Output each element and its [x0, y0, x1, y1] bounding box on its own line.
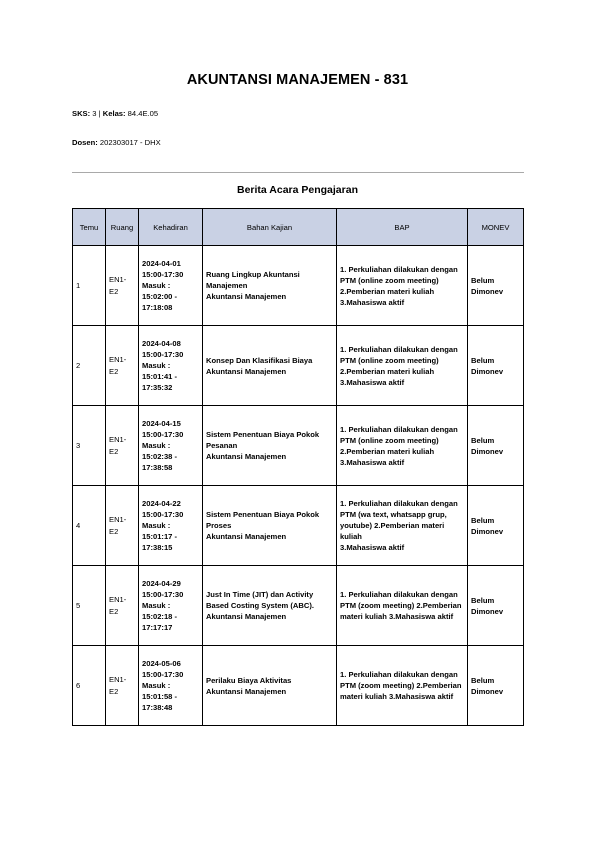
- kehadiran-cell: [139, 406, 203, 486]
- kehadiran-line: 2024-05-06: [142, 659, 181, 668]
- monev-line: Dimonev: [471, 686, 504, 696]
- table-row: [73, 246, 524, 326]
- kehadiran-line: 15:00-17:30: [142, 350, 184, 359]
- ruang-cell: EN1-E2: [106, 326, 139, 406]
- header-ruang: Ruang: [106, 209, 139, 246]
- ruang-cell: EN1-E2: [106, 566, 139, 646]
- table-body: [73, 246, 524, 726]
- monev-line: Dimonev: [471, 366, 504, 376]
- kelas-value: 84.4E.05: [127, 109, 159, 118]
- bap-line: 1. Perkuliahan dilakukan dengan: [340, 424, 458, 434]
- kehadiran-line: 15:00-17:30: [142, 670, 184, 679]
- monev-line: Belum: [471, 675, 495, 685]
- monev-cell: [468, 646, 524, 726]
- bahan-kajian-cell: [203, 406, 337, 486]
- kehadiran-line: 15:02:38 -: [142, 452, 178, 461]
- bahan-kajian-cell: [203, 246, 337, 326]
- bahan-kajian-line: Pesanan: [206, 441, 238, 450]
- section-title: Berita Acara Pengajaran: [236, 184, 358, 196]
- bahan-kajian-line: Akuntansi Manajemen: [206, 686, 287, 696]
- table-row: [73, 486, 524, 566]
- kehadiran-line: 15:00-17:30: [142, 590, 184, 599]
- kehadiran-line: 17:38:58: [142, 463, 173, 472]
- bap-line: 1. Perkuliahan dilakukan dengan: [340, 344, 458, 354]
- bahan-kajian-line: Akuntansi Manajemen: [206, 292, 287, 301]
- bap-line: 3.Mahasiswa aktif: [340, 457, 405, 467]
- bahan-kajian-line: Manajemen: [206, 281, 248, 290]
- bap-line: materi kuliah 3.Mahasiswa aktif: [340, 612, 454, 621]
- bap-line: materi kuliah 3.Mahasiswa aktif: [340, 692, 454, 701]
- bahan-kajian-line: Akuntansi Manajemen: [206, 612, 287, 621]
- bap-cell: [337, 326, 468, 406]
- table-row: [73, 646, 524, 726]
- header-bap: BAP: [337, 209, 468, 246]
- bap-line: 1. Perkuliahan dilakukan dengan: [340, 670, 458, 679]
- bap-cell: [337, 486, 468, 566]
- kehadiran-cell: [139, 566, 203, 646]
- kehadiran-line: 15:00-17:30: [142, 430, 184, 439]
- monev-line: Dimonev: [471, 526, 504, 536]
- meta-separator: |: [98, 109, 101, 118]
- bap-cell: [337, 406, 468, 486]
- table-row: [73, 406, 524, 486]
- ruang-cell: EN1-E2: [106, 646, 139, 726]
- bahan-kajian-cell: [203, 646, 337, 726]
- kehadiran-line: 2024-04-22: [142, 499, 181, 508]
- temu-cell: 6: [73, 646, 106, 726]
- temu-cell: 3: [73, 406, 106, 486]
- page-title: AKUNTANSI MANAJEMEN - 831: [186, 72, 409, 88]
- bap-line: PTM (wa text, whatsapp grup,: [340, 510, 447, 519]
- table-row: [73, 326, 524, 406]
- kehadiran-line: 15:01:58 -: [142, 692, 178, 701]
- kehadiran-line: 15:01:41 -: [142, 372, 178, 381]
- kehadiran-line: 2024-04-15: [142, 419, 181, 428]
- bahan-kajian-line: Akuntansi Manajemen: [206, 366, 287, 376]
- bap-table: [72, 208, 524, 726]
- bap-cell: [337, 646, 468, 726]
- bahan-kajian-line: Based Costing System (ABC).: [206, 601, 315, 610]
- monev-line: Belum: [471, 595, 495, 605]
- table-header-row: [73, 209, 524, 246]
- monev-cell: [468, 566, 524, 646]
- temu-cell: 5: [73, 566, 106, 646]
- kehadiran-cell: [139, 246, 203, 326]
- bap-line: PTM (zoom meeting) 2.Pemberian: [340, 681, 462, 690]
- bap-line: PTM (online zoom meeting): [340, 355, 439, 365]
- bahan-kajian-line: Konsep Dan Klasifikasi Biaya: [206, 355, 313, 365]
- bap-line: 1. Perkuliahan dilakukan dengan: [340, 264, 458, 274]
- bahan-kajian-line: Sistem Penentuan Biaya Pokok: [206, 430, 320, 439]
- bahan-kajian-line: Proses: [206, 521, 232, 530]
- course-meta: [72, 109, 158, 118]
- kehadiran-line: 2024-04-08: [142, 339, 181, 348]
- bap-line: PTM (online zoom meeting): [340, 435, 439, 445]
- kehadiran-line: Masuk :: [142, 601, 171, 610]
- kehadiran-line: 15:00-17:30: [142, 510, 184, 519]
- bahan-kajian-cell: [203, 566, 337, 646]
- bap-line: 1. Perkuliahan dilakukan dengan: [340, 499, 458, 508]
- bap-line: PTM (online zoom meeting): [340, 275, 439, 285]
- bap-line: 2.Pemberian materi kuliah: [340, 446, 435, 456]
- kehadiran-line: 15:00-17:30: [142, 270, 184, 279]
- bap-line: 2.Pemberian materi kuliah: [340, 286, 435, 296]
- bahan-kajian-line: Akuntansi Manajemen: [206, 452, 287, 461]
- dosen-value: 202303017 - DHX: [99, 138, 161, 147]
- ruang-cell: EN1-E2: [106, 246, 139, 326]
- bap-line: youtube) 2.Pemberian materi kuliah: [340, 521, 445, 541]
- sks-value: 3: [92, 109, 97, 118]
- header-kehadiran: Kehadiran: [139, 209, 203, 246]
- monev-cell: [468, 486, 524, 566]
- kehadiran-cell: [139, 486, 203, 566]
- kehadiran-line: 17:18:08: [142, 303, 173, 312]
- monev-line: Dimonev: [471, 286, 504, 296]
- temu-cell: 2: [73, 326, 106, 406]
- header-temu: Temu: [73, 209, 106, 246]
- monev-line: Belum: [471, 435, 495, 445]
- monev-cell: [468, 246, 524, 326]
- header-bahan-kajian: Bahan Kajian: [203, 209, 337, 246]
- monev-line: Belum: [471, 355, 495, 365]
- header-monev: MONEV: [468, 209, 524, 246]
- kehadiran-line: Masuk :: [142, 521, 171, 530]
- bap-line: PTM (zoom meeting) 2.Pemberian: [340, 601, 462, 610]
- kehadiran-line: Masuk :: [142, 361, 171, 370]
- bahan-kajian-line: Ruang Lingkup Akuntansi: [206, 270, 300, 279]
- monev-line: Dimonev: [471, 606, 504, 616]
- temu-cell: 4: [73, 486, 106, 566]
- bahan-kajian-line: Akuntansi Manajemen: [206, 532, 287, 541]
- kehadiran-line: Masuk :: [142, 441, 171, 450]
- sks-label: SKS:: [72, 109, 91, 118]
- bap-line: 3.Mahasiswa aktif: [340, 543, 405, 552]
- kehadiran-line: 17:35:32: [142, 383, 173, 392]
- bap-line: 3.Mahasiswa aktif: [340, 297, 405, 307]
- bap-cell: [337, 246, 468, 326]
- kehadiran-line: Masuk :: [142, 281, 171, 290]
- kehadiran-line: 15:02:18 -: [142, 612, 178, 621]
- ruang-cell: EN1-E2: [106, 406, 139, 486]
- ruang-cell: EN1-E2: [106, 486, 139, 566]
- bap-line: 2.Pemberian materi kuliah: [340, 366, 435, 376]
- bap-line: 3.Mahasiswa aktif: [340, 377, 405, 387]
- kehadiran-line: 15:01:17 -: [142, 532, 178, 541]
- monev-cell: [468, 406, 524, 486]
- divider: [72, 172, 524, 173]
- kehadiran-cell: [139, 646, 203, 726]
- table-row: [73, 566, 524, 646]
- lecturer-meta: [72, 138, 161, 147]
- kelas-label: Kelas:: [102, 109, 126, 118]
- bahan-kajian-cell: [203, 486, 337, 566]
- kehadiran-line: 17:38:15: [142, 543, 173, 552]
- kehadiran-line: 2024-04-01: [142, 259, 181, 268]
- kehadiran-line: 15:02:00 -: [142, 292, 178, 301]
- bap-cell: [337, 566, 468, 646]
- bahan-kajian-line: Just In Time (JIT) dan Activity: [206, 590, 314, 599]
- bap-line: 1. Perkuliahan dilakukan dengan: [340, 590, 458, 599]
- kehadiran-line: 2024-04-29: [142, 579, 181, 588]
- monev-line: Dimonev: [471, 446, 504, 456]
- dosen-label: Dosen:: [72, 138, 98, 147]
- bahan-kajian-line: Sistem Penentuan Biaya Pokok: [206, 510, 320, 519]
- kehadiran-line: Masuk :: [142, 681, 171, 690]
- bahan-kajian-line: Perilaku Biaya Aktivitas: [206, 675, 292, 685]
- monev-line: Belum: [471, 515, 495, 525]
- temu-cell: 1: [73, 246, 106, 326]
- kehadiran-cell: [139, 326, 203, 406]
- kehadiran-line: 17:17:17: [142, 623, 173, 632]
- monev-line: Belum: [471, 275, 495, 285]
- monev-cell: [468, 326, 524, 406]
- kehadiran-line: 17:38:48: [142, 703, 173, 712]
- bahan-kajian-cell: [203, 326, 337, 406]
